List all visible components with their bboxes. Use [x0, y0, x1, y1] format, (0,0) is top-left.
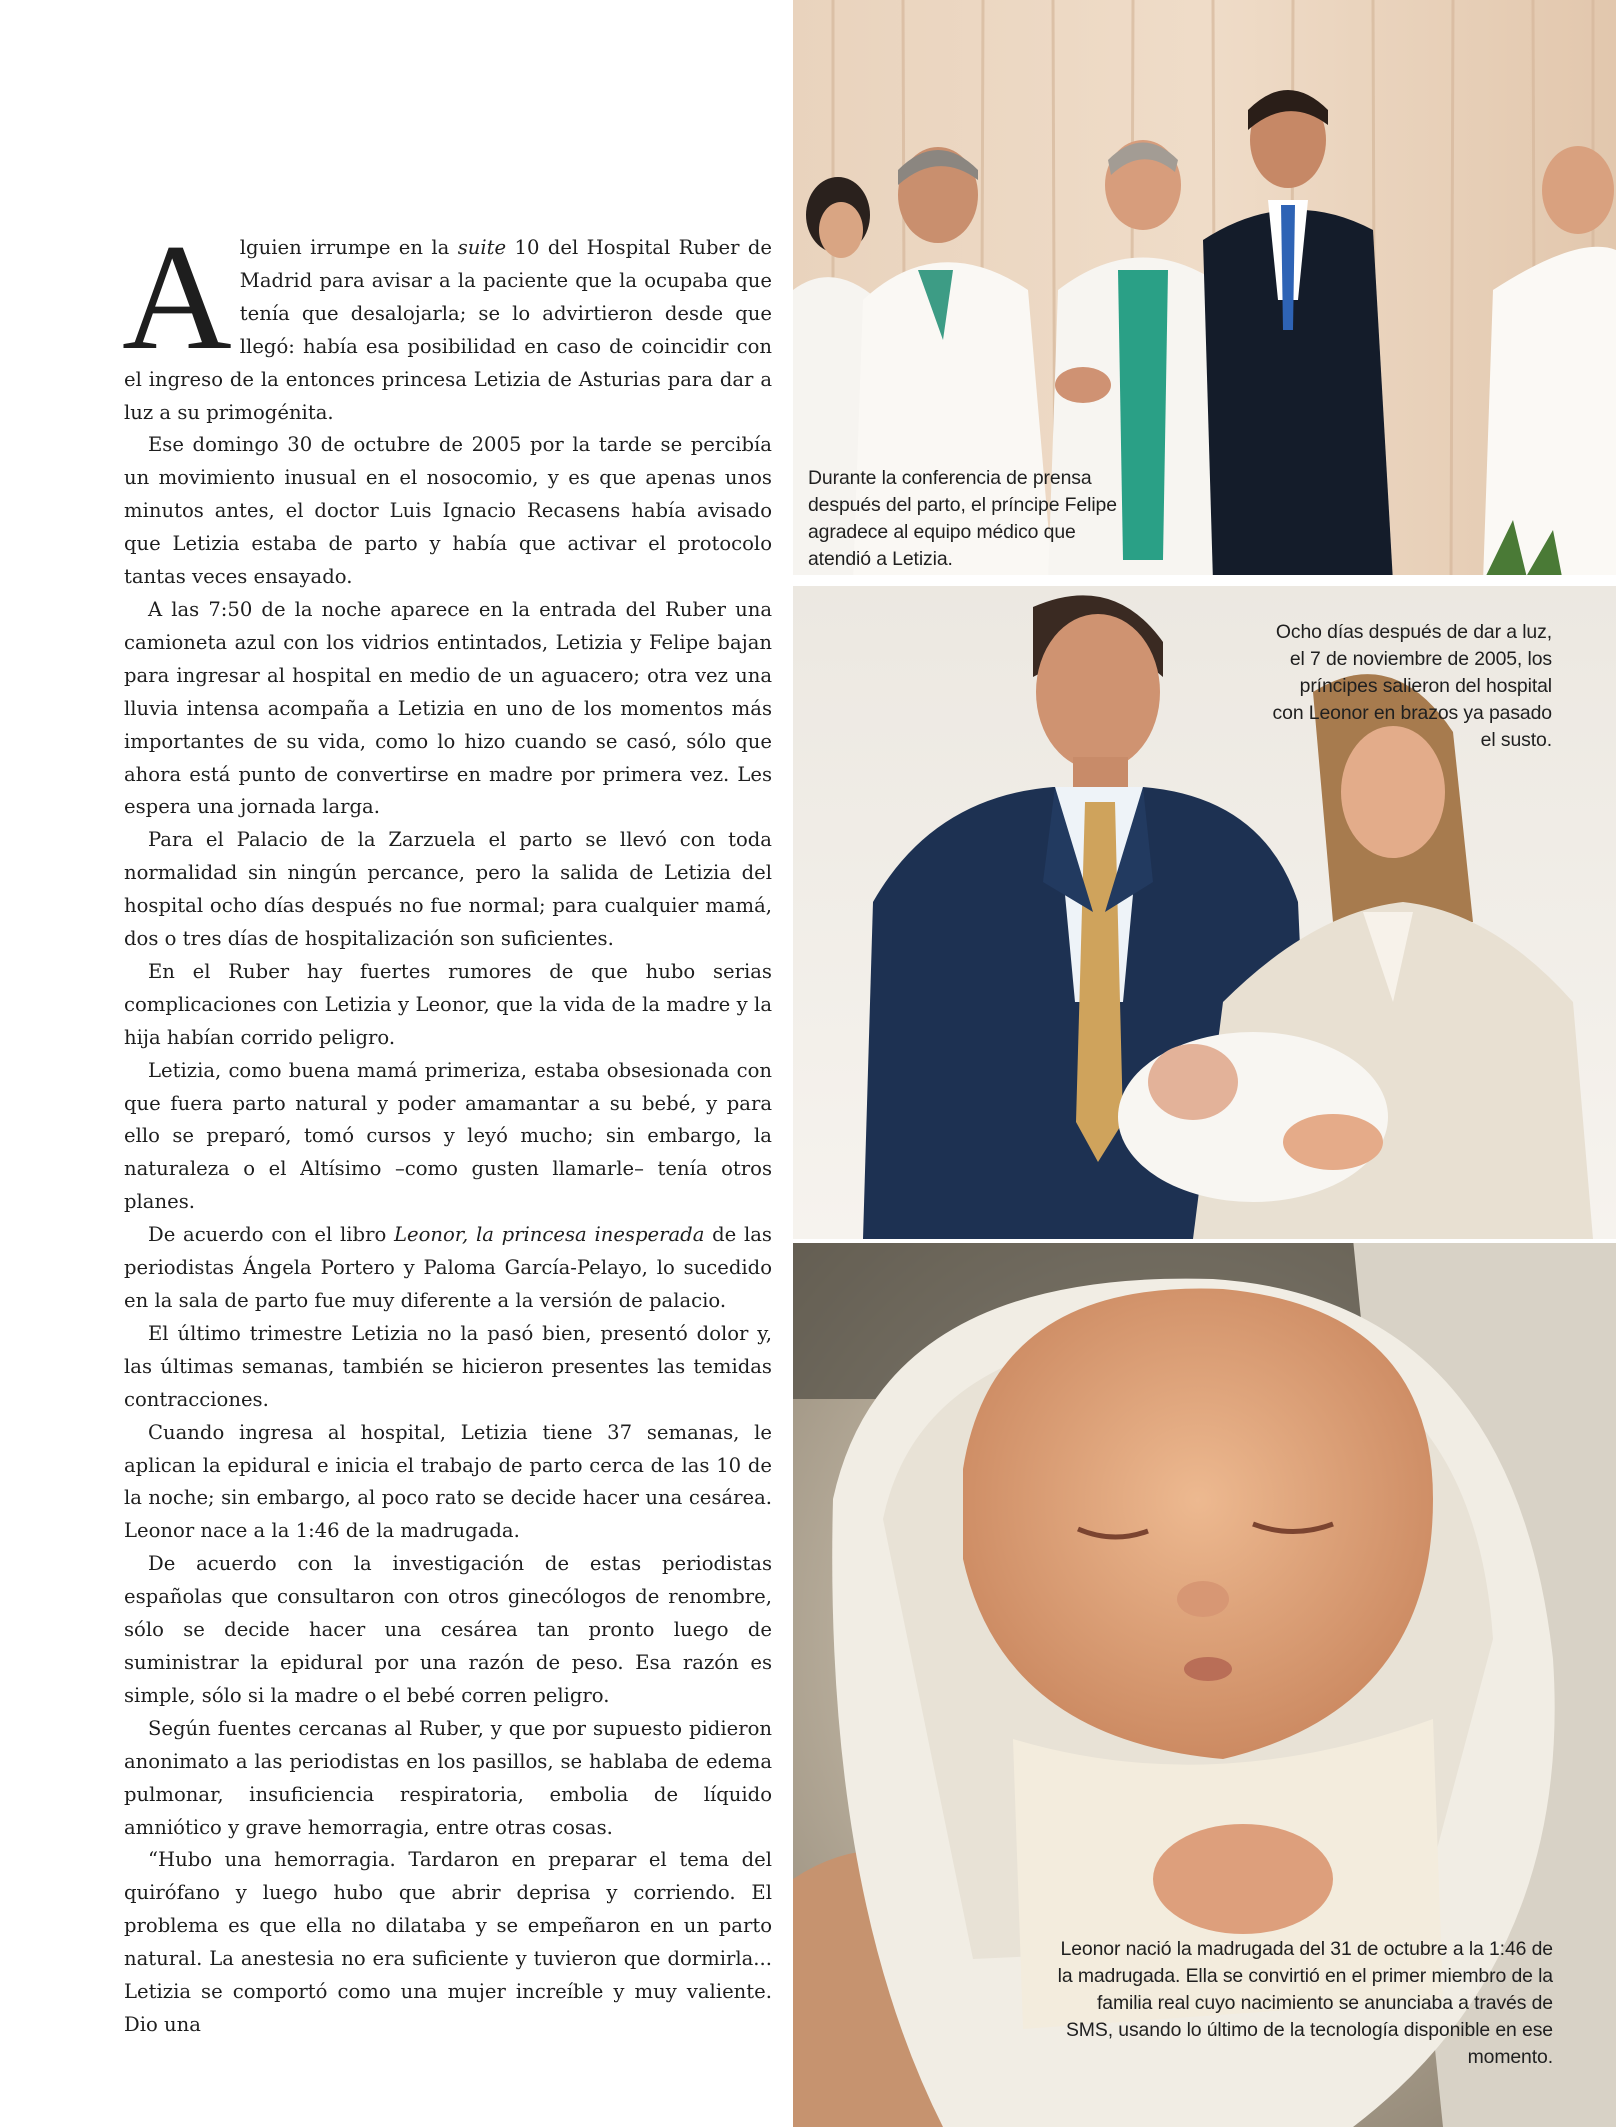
paragraph-2: Ese domingo 30 de octubre de 2005 por la tarde se percibía un movimiento inusual en el nosocomio, y es que apenas unos minutos antes, el doctor Luis Ignacio Recasens había avisado que Letizia estaba de parto y había que activar el protocolo tantas veces ensayado. [124, 433, 772, 589]
drop-cap: A [122, 213, 232, 381]
paragraph-8: El último trimestre Letizia no la pasó bien, presentó dolor y, las últimas semanas, también se hicieron presentes las temidas contracciones. [124, 1321, 772, 1411]
paragraph-11: Según fuentes cercanas al Ruber, y que por supuesto pidieron anonimato a las periodistas en los pasillos, se hablaba de edema pulmonar, insuficiencia respiratoria, embolia de líquido amniótico y grave hemorragia, entre otras cosas. [124, 1716, 772, 1839]
paragraph-10: De acuerdo con la investigación de estas periodistas españolas que consultaron con otros ginecólogos de renombre, sólo se decide hacer una cesárea tan pronto luego de suministrar la epidural por una razón de peso. Esa razón es simple, sólo si la madre o el bebé corren peligro. [124, 1552, 772, 1707]
paragraph-12: “Hubo una hemorragia. Tardaron en preparar el tema del quirófano y luego hubo que abrir deprisa y corriendo. El problema es que ella no dilataba y se empeñaron en un parto natural. La anestesia no era suficiente y tuvieron que dormirla... Letizia se comportó como una mujer increíble y muy valiente. Dio una [124, 1848, 772, 2036]
caption-press-conference: Durante la conferencia de prensa después del parto, el príncipe Felipe agradece al equipo médico que atendió a Letizia. [808, 467, 1117, 570]
paragraph-6: Letizia, como buena mamá primeriza, estaba obsesionada con que fuera parto natural y poder amamantar a su bebé, y para ello se preparó, tomó cursos y leyó mucho; sin embargo, la naturaleza o el Altísimo –como gusten llamarle– tenía otros planes. [124, 1058, 772, 1214]
paragraph-5: En el Ruber hay fuertes rumores de que hubo serias complicaciones con Letizia y Leonor, que la vida de la madre y la hija habían corrido peligro. [124, 959, 772, 1049]
paragraph-9: Cuando ingresa al hospital, Letizia tiene 37 semanas, le aplican la epidural e inicia el trabajo de parto cerca de las 10 de la noche; sin embargo, al poco rato se decide hacer una cesárea. Leonor nace a la 1:46 de la madrugada. [124, 1420, 772, 1543]
paragraph-4: Para el Palacio de la Zarzuela el parto se llevó con toda normalidad sin ningún percance, pero la salida de Letizia del hospital ocho días después no fue normal; para cualquier mamá, dos o tres días de hospitalización son suficientes. [124, 828, 772, 951]
paragraph-3: A las 7:50 de la noche aparece en la entrada del Ruber una camioneta azul con los vidrios entintados, Letizia y Felipe bajan para ingresar al hospital en medio de un aguacero; otra vez una lluvia intensa acompaña a Letizia en uno de los momentos más importantes de su vida, como lo hizo cuando se casó, sólo que ahora está punto de convertirse en madre por primera vez. Les espera una jornada larga. [124, 597, 772, 819]
caption-newborn: Leonor nació la madrugada del 31 de octubre a la 1:46 de la madrugada. Ella se convirtió en el primer miembro de la familia real cuyo nacimiento se anunciaba a través de SMS, usando lo último de la tecnología disponible en ese momento. [1057, 1938, 1553, 2068]
article-body [122, 213, 772, 2042]
paragraph-7: De acuerdo con el libro Leonor, la princesa inesperada de las periodistas Ángela Portero y Paloma García-Pelayo, lo sucedido en la sala de parto fue muy diferente a la versión de palacio. [124, 1223, 772, 1312]
caption-leaving-hospital: Ocho días después de dar a luz, el 7 de noviembre de 2005, los príncipes salieron del hospital con Leonor en brazos ya pasado el susto. [1272, 621, 1552, 751]
paragraph-1: Alguien irrumpe en la suite 10 del Hospital Ruber de Madrid para avisar a la paciente que la ocupaba que tenía que desalojarla; se lo advirtieron desde que llegó: había esa posibilidad en caso de coincidir con el ingreso de la entonces princesa Letizia de Asturias para dar a luz a su primogénita. [122, 213, 772, 424]
